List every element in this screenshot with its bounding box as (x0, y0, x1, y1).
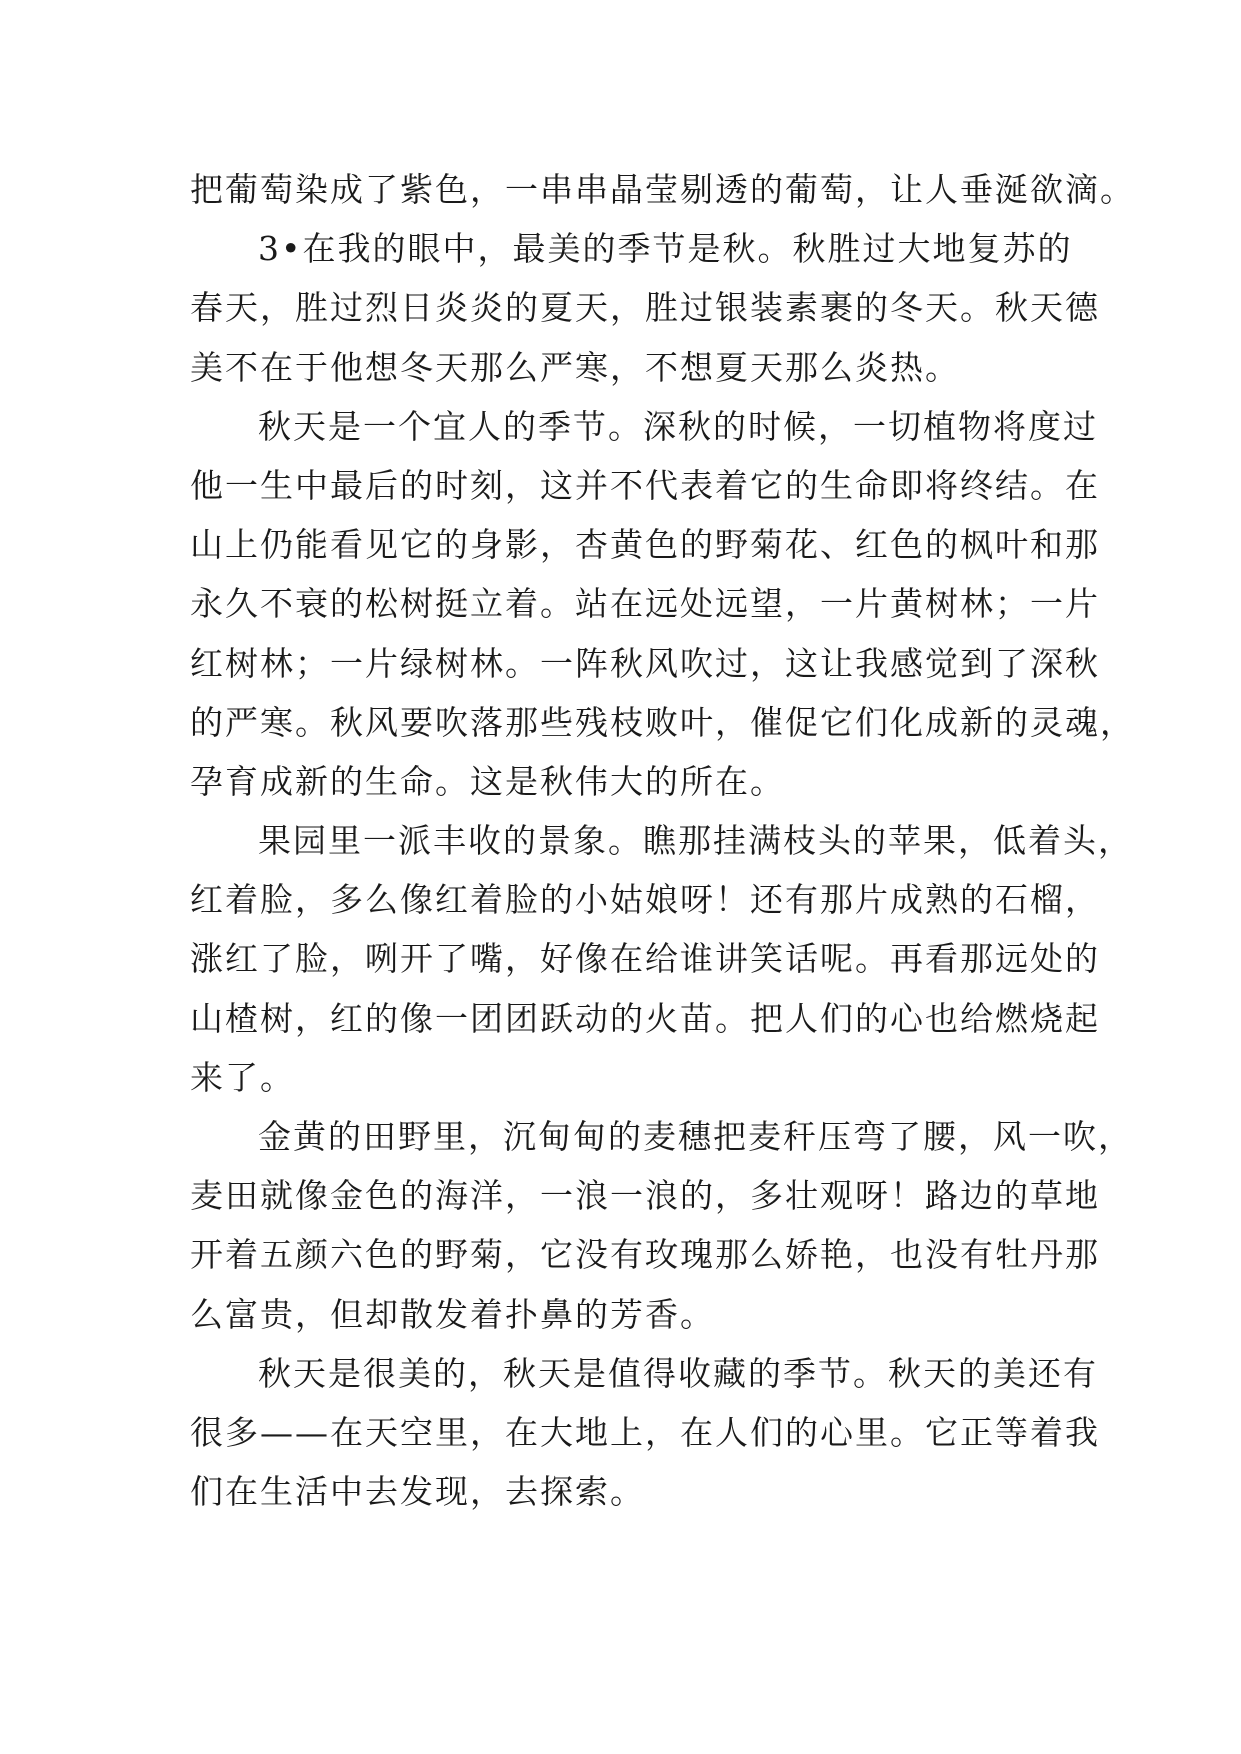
text-line: 山楂树，红的像一团团跃动的火苗。把人们的心也给燃烧起 (190, 998, 1100, 1038)
text-line: 孕育成新的生命。这是秋伟大的所在。 (190, 761, 785, 801)
essay-text (190, 160, 1135, 1521)
text-line: 来了。 (190, 1057, 295, 1097)
text-line: 秋天是很美的，秋天是值得收藏的季节。秋天的美还有 (258, 1353, 1098, 1393)
text-line: 果园里一派丰收的景象。瞧那挂满枝头的苹果，低着头， (258, 821, 1133, 861)
text-line: 红树林；一片绿树林。一阵秋风吹过，这让我感觉到了深秋 (190, 643, 1100, 683)
text-line: 秋天是一个宜人的季节。深秋的时候，一切植物将度过 (258, 406, 1098, 446)
text-line: 红着脸，多么像红着脸的小姑娘呀！还有那片成熟的石榴， (190, 880, 1100, 920)
text-line: 涨红了脸，咧开了嘴，好像在给谁讲笑话呢。再看那远处的 (190, 939, 1100, 979)
text-line: 山上仍能看见它的身影，杏黄色的野菊花、红色的枫叶和那 (190, 525, 1100, 565)
text-line: 们在生活中去发现，去探索。 (190, 1472, 645, 1512)
text-line: 很多——在天空里，在大地上，在人们的心里。它正等着我 (190, 1412, 1100, 1452)
text-line: 金黄的田野里，沉甸甸的麦穗把麦秆压弯了腰，风一吹， (258, 1117, 1133, 1156)
text-line: 春天，胜过烈日炎炎的夏天，胜过银装素裹的冬天。秋天德 (190, 288, 1100, 328)
text-line: 永久不衰的松树挺立着。站在远处远望，一片黄树林；一片 (190, 584, 1100, 624)
text-line: 把葡萄染成了紫色，一串串晶莹剔透的葡萄，让人垂涎欲滴。 (190, 170, 1135, 209)
text-line: 的严寒。秋风要吹落那些残枝败叶，催促它们化成新的灵魂， (190, 702, 1135, 742)
text-line: 美不在于他想冬天那么严寒，不想夏天那么炎热。 (190, 347, 960, 387)
text-line: 他一生中最后的时刻，这并不代表着它的生命即将终结。在 (190, 465, 1100, 505)
text-line: 么富贵，但却散发着扑鼻的芳香。 (190, 1294, 715, 1334)
text-line: 3•在我的眼中，最美的季节是秋。秋胜过大地复苏的 (258, 229, 1073, 269)
text-line: 麦田就像金色的海洋，一浪一浪的，多壮观呀！路边的草地 (190, 1176, 1100, 1216)
text-line: 开着五颜六色的野菊，它没有玫瑰那么娇艳，也没有牡丹那 (190, 1235, 1100, 1275)
